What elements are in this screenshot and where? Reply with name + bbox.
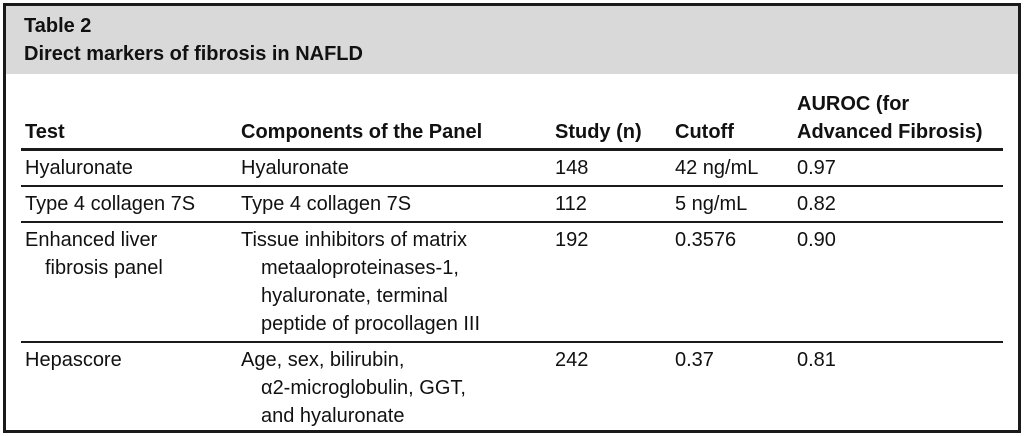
table-row — [21, 186, 1003, 222]
cell-cutoff: 5 ng/mL — [671, 186, 793, 222]
cell-study: 148 — [551, 150, 671, 187]
table-title: Direct markers of fibrosis in NAFLD — [24, 43, 363, 65]
cell-components-line: Hyaluronate — [241, 157, 349, 179]
cell-cutoff: 0.3576 — [671, 222, 793, 342]
cell-components-line: Tissue inhibitors of matrix — [241, 229, 467, 251]
table-row — [21, 150, 1003, 187]
cell-test-line: Enhanced liver — [25, 229, 158, 251]
cell-study: 242 — [555, 349, 589, 371]
markers-table — [21, 74, 1003, 433]
table-number: Table 2 — [24, 15, 92, 37]
cell-components-line: and hyaluronate — [261, 405, 405, 427]
header-row — [21, 74, 1003, 150]
cell-auroc: 0.97 — [793, 150, 1003, 187]
header-study: Study (n) — [551, 74, 671, 150]
cell-cutoff: 0.37 — [675, 349, 714, 371]
table-row — [21, 342, 1003, 433]
cell-components-line: Type 4 collagen 7S — [241, 193, 412, 215]
cell-test-line: Hyaluronate — [25, 157, 133, 179]
header-auroc-line1: AUROC (for — [797, 93, 910, 115]
table-caption — [6, 6, 1018, 74]
cell-test — [21, 222, 237, 342]
cell-components — [237, 150, 551, 187]
cell-test-line: fibrosis panel — [45, 257, 163, 279]
header-auroc — [793, 74, 1003, 150]
table-body — [21, 150, 1003, 434]
cell-test — [21, 186, 237, 222]
cell-cutoff: 42 ng/mL — [671, 150, 793, 187]
header-test: Test — [21, 74, 237, 150]
cell-components — [237, 342, 551, 433]
cell-study: 192 — [551, 222, 671, 342]
header-auroc-line2: Advanced Fibrosis) — [797, 121, 983, 143]
cell-test-line: Type 4 collagen 7S — [25, 193, 196, 215]
header-cutoff: Cutoff — [671, 74, 793, 150]
table-row — [21, 222, 1003, 342]
header-components: Components of the Panel — [237, 74, 551, 150]
cell-components-line: metaaloproteinases-1, — [261, 257, 459, 279]
cell-components-line: α2-microglobulin, GGT, — [261, 377, 466, 399]
cell-components-line: peptide of procollagen III — [261, 313, 481, 335]
cell-auroc: 0.90 — [793, 222, 1003, 342]
cell-components-line: hyaluronate, terminal — [261, 285, 448, 307]
table-frame — [3, 3, 1021, 433]
cell-test — [21, 150, 237, 187]
cell-auroc: 0.81 — [797, 349, 836, 371]
cell-test — [21, 342, 237, 433]
cell-test-line: Hepascore — [25, 349, 122, 371]
cell-components — [237, 186, 551, 222]
cell-auroc: 0.82 — [793, 186, 1003, 222]
cell-components-line: Age, sex, bilirubin, — [241, 349, 405, 371]
cell-components — [237, 222, 551, 342]
cell-study: 112 — [551, 186, 671, 222]
